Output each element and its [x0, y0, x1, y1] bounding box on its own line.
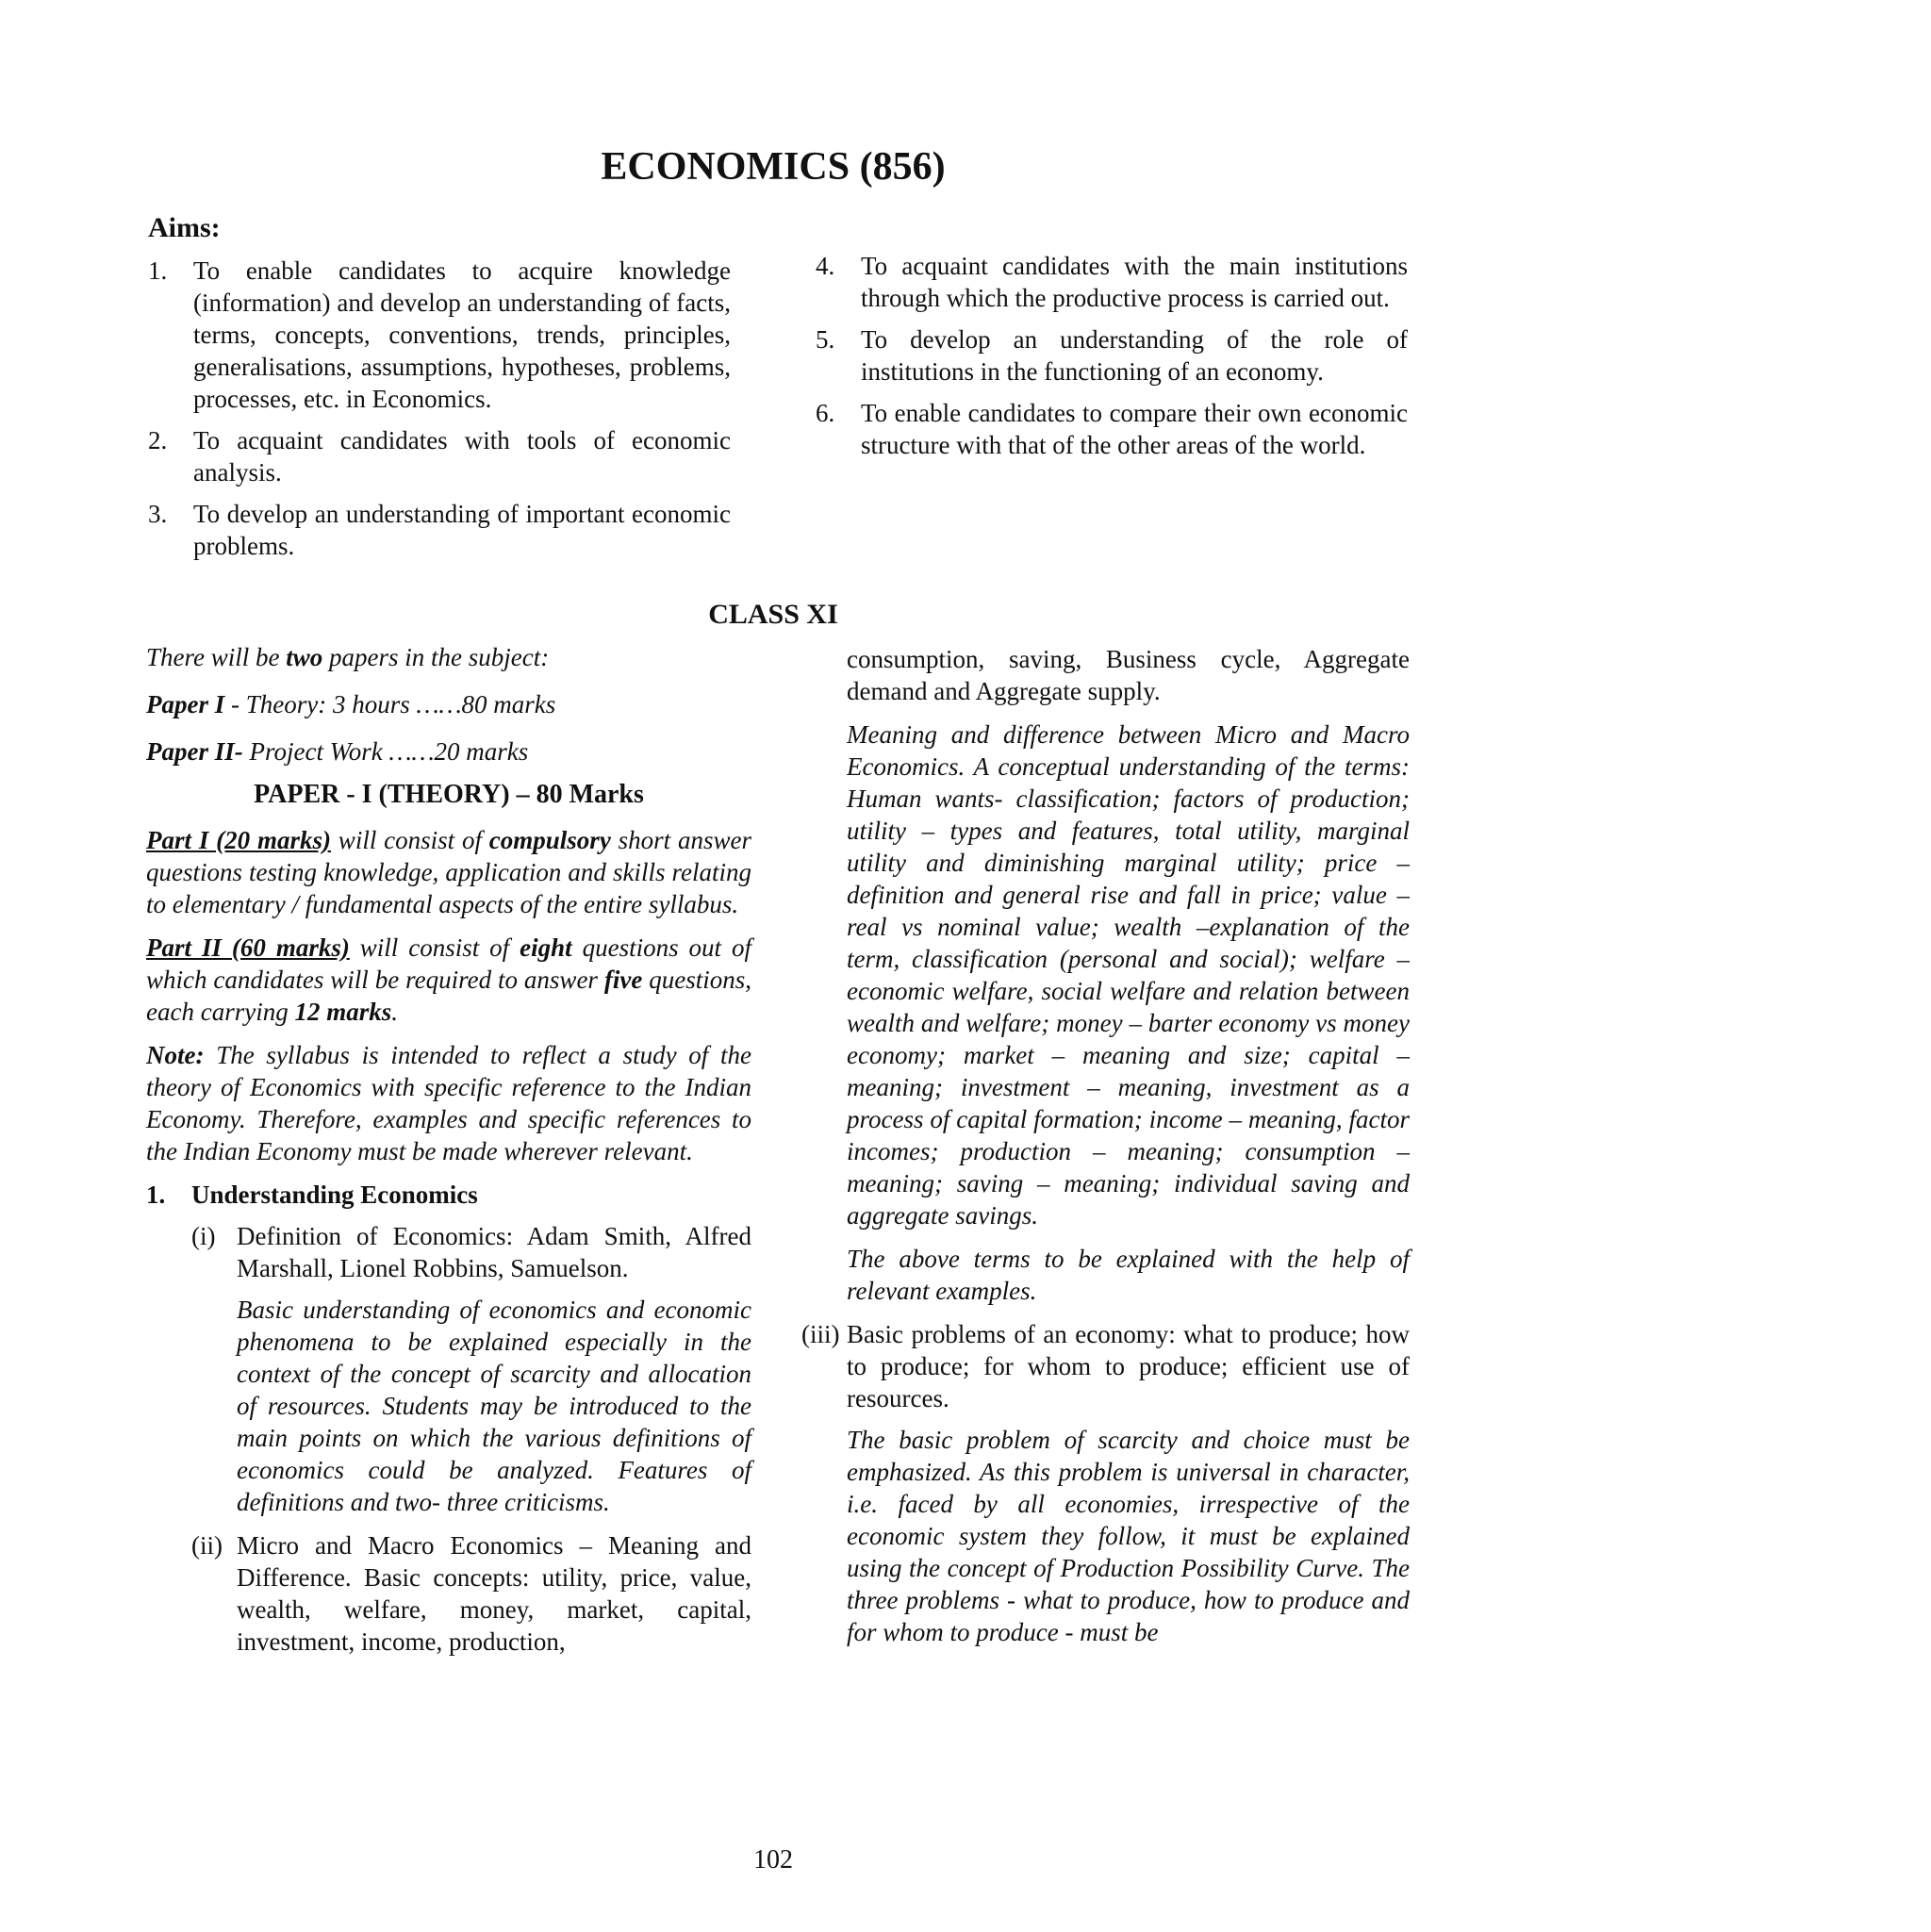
item-text: To enable candidates to compare their own economic structure with that of the other areas of the world. [861, 399, 1408, 459]
text-span: papers in the subject: [322, 643, 550, 671]
text-span: Paper I [146, 690, 225, 718]
text-span: questions out of which candidates will be required to answer [146, 933, 751, 994]
text-span: two [286, 643, 323, 671]
subsection-ii [191, 1529, 751, 1658]
list-item [816, 397, 1408, 461]
item-number: 6. [816, 399, 835, 427]
item-text: To develop an understanding of important economic problems. [193, 500, 731, 560]
subsection-text: Definition of Economics: Adam Smith, Alfred Marshall, Lionel Robbins, Samuelson. [237, 1222, 751, 1282]
subsection-i-note: Basic understanding of economics and economic phenomena to be explained especially in the context of the concept of scarcity and allocation of resources. Students may be introduced to the main points on which the various definitions of economics could be analyzed. Features of definitions and two- three criticisms. [237, 1296, 751, 1516]
section-title: Understanding Economics [191, 1181, 478, 1209]
subsection-iii [801, 1318, 1410, 1414]
item-text: To acquaint candidates with tools of economic analysis. [193, 426, 731, 487]
text-span: 12 marks [294, 998, 392, 1026]
item-text: To acquaint candidates with the main institutions through which the productive process is carried out. [861, 252, 1408, 312]
subsection-number: (iii) [801, 1320, 840, 1348]
subsection-number: (ii) [191, 1531, 223, 1560]
papers-intro [146, 641, 751, 673]
section-heading [146, 1179, 751, 1211]
list-item [148, 424, 731, 488]
subsection-text: Basic problems of an economy: what to produce; how to produce; for whom to produce; efficient use of resources. [847, 1320, 1410, 1412]
text-span: There will be [146, 643, 287, 671]
item-number: 1. [148, 256, 168, 285]
page-number: 102 [753, 1845, 793, 1874]
page-title: ECONOMICS (856) [601, 145, 946, 189]
text-span: will consist of [349, 933, 520, 962]
aims-right-list [816, 250, 1408, 471]
text-span: - Theory: 3 hours ……80 marks [224, 690, 556, 718]
list-item [148, 498, 731, 562]
paper1-line [146, 688, 751, 720]
item-number: 3. [148, 500, 168, 528]
list-item [148, 255, 731, 415]
text-span: Part I (20 marks) [146, 826, 331, 854]
left-column [146, 641, 751, 1667]
paper1-heading: PAPER - I (THEORY) – 80 Marks [254, 780, 644, 809]
text-span: compulsory [488, 826, 611, 854]
item-number: 2. [148, 426, 168, 454]
section-number: 1. [146, 1181, 166, 1209]
aims-left-list [148, 255, 731, 571]
list-item [816, 250, 1408, 314]
part2-paragraph [146, 932, 751, 1028]
subsection-iii-note: The basic problem of scarcity and choice must be emphasized. As this problem is universal in character, i.e. faced by all economies, irrespective of the economic system they follow, it must be explained using the concept of Production Possibility Curve. The three problems - what to produce, how to produce and for whom to produce - must be [847, 1426, 1410, 1646]
note-paragraph [146, 1039, 751, 1167]
paper2-line [146, 735, 751, 768]
item-text: To develop an understanding of the role of institutions in the functioning of an economy. [861, 325, 1408, 386]
class-heading: CLASS XI [708, 599, 838, 630]
text-span: will consist of [330, 826, 489, 854]
subsection-ii-note: Meaning and difference between Micro and Macro Economics. A conceptual understanding of the terms: Human wants- classification; factors of production; utility – types and features, total utility, marginal utility and diminishing marginal utility; price –definition and general rise and fall in price; value – real vs nominal value; wealth –explanation of the term, classification (personal and social); welfare – economic welfare, social welfare and relation between wealth and welfare; money – barter economy vs money economy; market – meaning and size; capital – meaning; investment – meaning, investment as a process of capital formation; income – meaning, factor incomes; production – meaning; consumption – meaning; saving – meaning; individual saving and aggregate savings. [847, 720, 1410, 1230]
text-span: Part II (60 marks) [146, 933, 350, 962]
subsection-i [191, 1220, 751, 1284]
text-span: . [391, 998, 398, 1026]
text-span: The syllabus is intended to reflect a study of the theory of Economics with specific reference to the Indian Economy. Therefore, examples and specific references to the Indian Economy must be made wherever relevant. [146, 1041, 751, 1165]
text-span: Paper II- [146, 737, 243, 766]
text-span: questions, each carrying [146, 966, 751, 1026]
text-span: eight [520, 933, 572, 962]
text-span: Project Work ……20 marks [242, 737, 529, 766]
text-span: short answer questions testing knowledge, application and skills relating to elementary / fundamental aspects of the entire syllabus. [146, 826, 751, 918]
subsection-ii-continued: consumption, saving, Business cycle, Aggregate demand and Aggregate supply. [847, 645, 1410, 705]
part1-paragraph [146, 824, 751, 920]
right-column [801, 643, 1410, 1660]
subsection-ii-note-2: The above terms to be explained with the help of relevant examples. [847, 1245, 1410, 1305]
item-number: 4. [816, 252, 835, 280]
subsection-text: Micro and Macro Economics – Meaning and Difference. Basic concepts: utility, price, value, wealth, welfare, money, market, capital, investment, income, production, [237, 1531, 751, 1656]
aims-heading: Aims: [148, 212, 221, 243]
list-item [816, 323, 1408, 388]
text-span: Note: [146, 1041, 205, 1069]
item-text: To enable candidates to acquire knowledge (information) and develop an understanding of facts, terms, concepts, conventions, trends, principles, generalisations, assumptions, hypotheses, problems, processes, etc. in Economics. [193, 256, 731, 413]
item-number: 5. [816, 325, 835, 354]
subsection-number: (i) [191, 1222, 216, 1250]
text-span: five [603, 966, 643, 994]
